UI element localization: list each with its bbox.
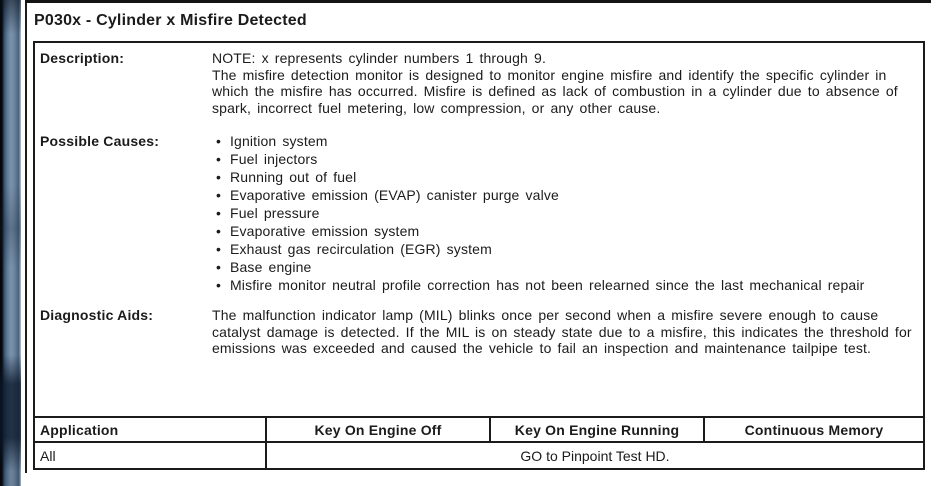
application-value: All bbox=[40, 447, 56, 464]
list-item: • Fuel injectors bbox=[212, 151, 915, 168]
diagnostic-aids-label: Diagnostic Aids: bbox=[40, 307, 154, 323]
diagnostic-aids-content bbox=[212, 307, 915, 357]
description-note: NOTE: x represents cylinder numbers 1 through 9. bbox=[212, 50, 547, 66]
list-item: • Base engine bbox=[212, 259, 915, 276]
action-value: GO to Pinpoint Test HD. bbox=[265, 443, 923, 468]
document-page bbox=[33, 11, 925, 470]
column-header-application: Application bbox=[40, 421, 119, 438]
application-table-header bbox=[35, 416, 923, 441]
description-label: Description: bbox=[40, 50, 125, 66]
possible-causes-label: Possible Causes: bbox=[40, 133, 160, 149]
diagnostic-aids-row bbox=[40, 307, 915, 357]
description-content bbox=[212, 50, 915, 116]
page-edge-line bbox=[25, 0, 27, 473]
possible-causes-content bbox=[212, 133, 915, 295]
diagnostic-aids-body: The malfunction indicator lamp (MIL) blinks once per second when a misfire severe enough to cause catalyst damage is detected. If the MIL is on steady state due to a misfire, this indicates the threshold for emissions was exceeded and caused the vehicle to fail an inspection and maintenance tailpipe test. bbox=[212, 307, 912, 356]
description-body: The misfire detection monitor is designed to monitor engine misfire and identify the specific cylinder in which the misfire has occurred. Misfire is defined as lack of combustion in a cylinder due to absence of spark, incorrect fuel metering, low compression, or any other cause. bbox=[212, 66, 898, 116]
possible-causes-list bbox=[212, 133, 915, 294]
column-header-continuous-memory: Continuous Memory bbox=[703, 418, 923, 441]
top-rule bbox=[25, 0, 931, 3]
list-item: • Evaporative emission (EVAP) canister purge valve bbox=[212, 187, 915, 204]
column-header-key-on-engine-running: Key On Engine Running bbox=[489, 418, 703, 441]
table-row bbox=[35, 441, 923, 468]
dtc-upper-section bbox=[35, 43, 923, 416]
book-spine-strip bbox=[0, 0, 21, 486]
description-row bbox=[40, 50, 915, 116]
list-item: • Fuel pressure bbox=[212, 205, 915, 222]
list-item: • Ignition system bbox=[212, 133, 915, 150]
list-item: • Exhaust gas recirculation (EGR) system bbox=[212, 241, 915, 258]
column-header-key-on-engine-off: Key On Engine Off bbox=[265, 418, 489, 441]
list-item: • Misfire monitor neutral profile correction has not been relearned since the last mechanical repair bbox=[212, 277, 915, 294]
possible-causes-row bbox=[40, 133, 915, 295]
list-item: • Running out of fuel bbox=[212, 169, 915, 186]
list-item: • Evaporative emission system bbox=[212, 223, 915, 240]
page-title: P030x - Cylinder x Misfire Detected bbox=[34, 12, 307, 29]
dtc-table bbox=[33, 41, 925, 470]
